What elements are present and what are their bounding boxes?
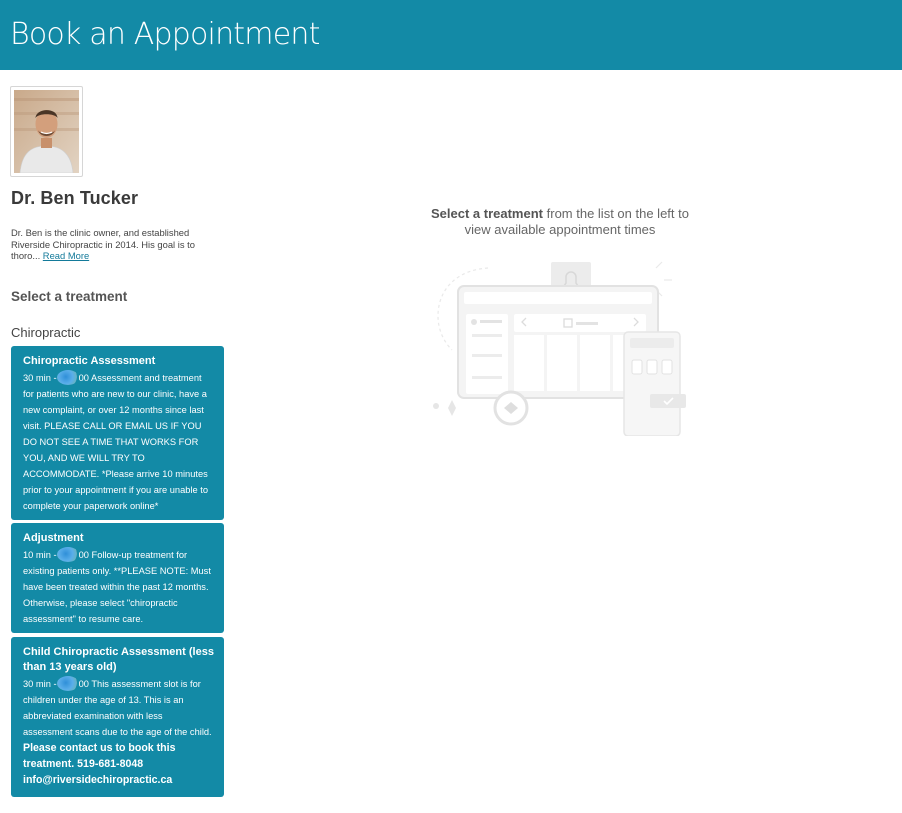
treatment-duration: 30 min - bbox=[23, 373, 57, 383]
doctor-name: Dr. Ben Tucker bbox=[11, 188, 139, 208]
prompt-rest: from the list on the left to view available appointment times bbox=[464, 206, 689, 237]
treatment-title: Chiropractic Assessment bbox=[23, 355, 156, 367]
treatment-description-text: Assessment and treatment for patients who are new to our clinic, have a new complaint, or over 12 months since last visit. PLEASE CALL OR EMAIL US IF YOU DO NOT SEE A TIME THAT WORKS FOR YOU, AND WE WILL TRY TO ACCOMMODATE. *Please arrive 10 minutes prior to your appointment if you are unable to complete your paperwork online* bbox=[23, 373, 209, 511]
treatment-card-child-assessment[interactable] bbox=[11, 637, 224, 797]
treatment-description bbox=[23, 547, 214, 627]
treatment-duration: 10 min - bbox=[23, 550, 57, 560]
price-redacted-icon bbox=[57, 547, 79, 562]
treatment-duration: 30 min - bbox=[23, 679, 57, 689]
treatment-category: Chiropractic bbox=[11, 325, 81, 340]
treatment-title: Adjustment bbox=[23, 532, 84, 544]
doctor-portrait-image bbox=[14, 90, 79, 173]
treatment-card-adjustment[interactable] bbox=[11, 523, 224, 633]
treatment-price-suffix: 00 bbox=[78, 373, 89, 383]
read-more-link[interactable]: Read More bbox=[42, 250, 90, 262]
treatment-price-suffix: 00 bbox=[78, 679, 89, 689]
treatment-description-text: Follow-up treatment for existing patients only. **PLEASE NOTE: Must have been treated within the past 12 months. Otherwise, please select "chiropractic assessment" to resume care. bbox=[23, 550, 211, 624]
calendar-illustration bbox=[426, 258, 688, 436]
empty-state-prompt bbox=[420, 206, 700, 238]
price-redacted-icon bbox=[57, 370, 79, 385]
treatment-title: Child Chiropractic Assessment (less than 13 years old) bbox=[23, 646, 214, 673]
treatment-description bbox=[23, 370, 214, 514]
price-redacted-icon bbox=[57, 676, 79, 691]
treatment-contact-note: Please contact us to book this treatment. 519-681-8048 info@riversidechiropractic.ca bbox=[23, 742, 176, 786]
treatment-card-chiropractic-assessment[interactable] bbox=[11, 346, 224, 520]
doctor-photo bbox=[10, 86, 83, 177]
treatment-price-suffix: 00 bbox=[78, 550, 89, 560]
treatment-description bbox=[23, 676, 214, 740]
page-title: Book an Appointment bbox=[10, 17, 320, 52]
page-header bbox=[0, 0, 902, 70]
doctor-bio-text: Dr. Ben is the clinic owner, and established Riverside Chiropractic in 2014. His goal is to thoro... bbox=[11, 227, 195, 262]
treatment-description-text: This assessment slot is for children under the age of 13. This is an abbreviated examination with less assessment scans due to the age of the child. bbox=[23, 679, 212, 737]
doctor-bio bbox=[11, 227, 211, 262]
select-treatment-heading: Select a treatment bbox=[11, 289, 128, 304]
prompt-bold: Select a treatment bbox=[431, 206, 543, 221]
